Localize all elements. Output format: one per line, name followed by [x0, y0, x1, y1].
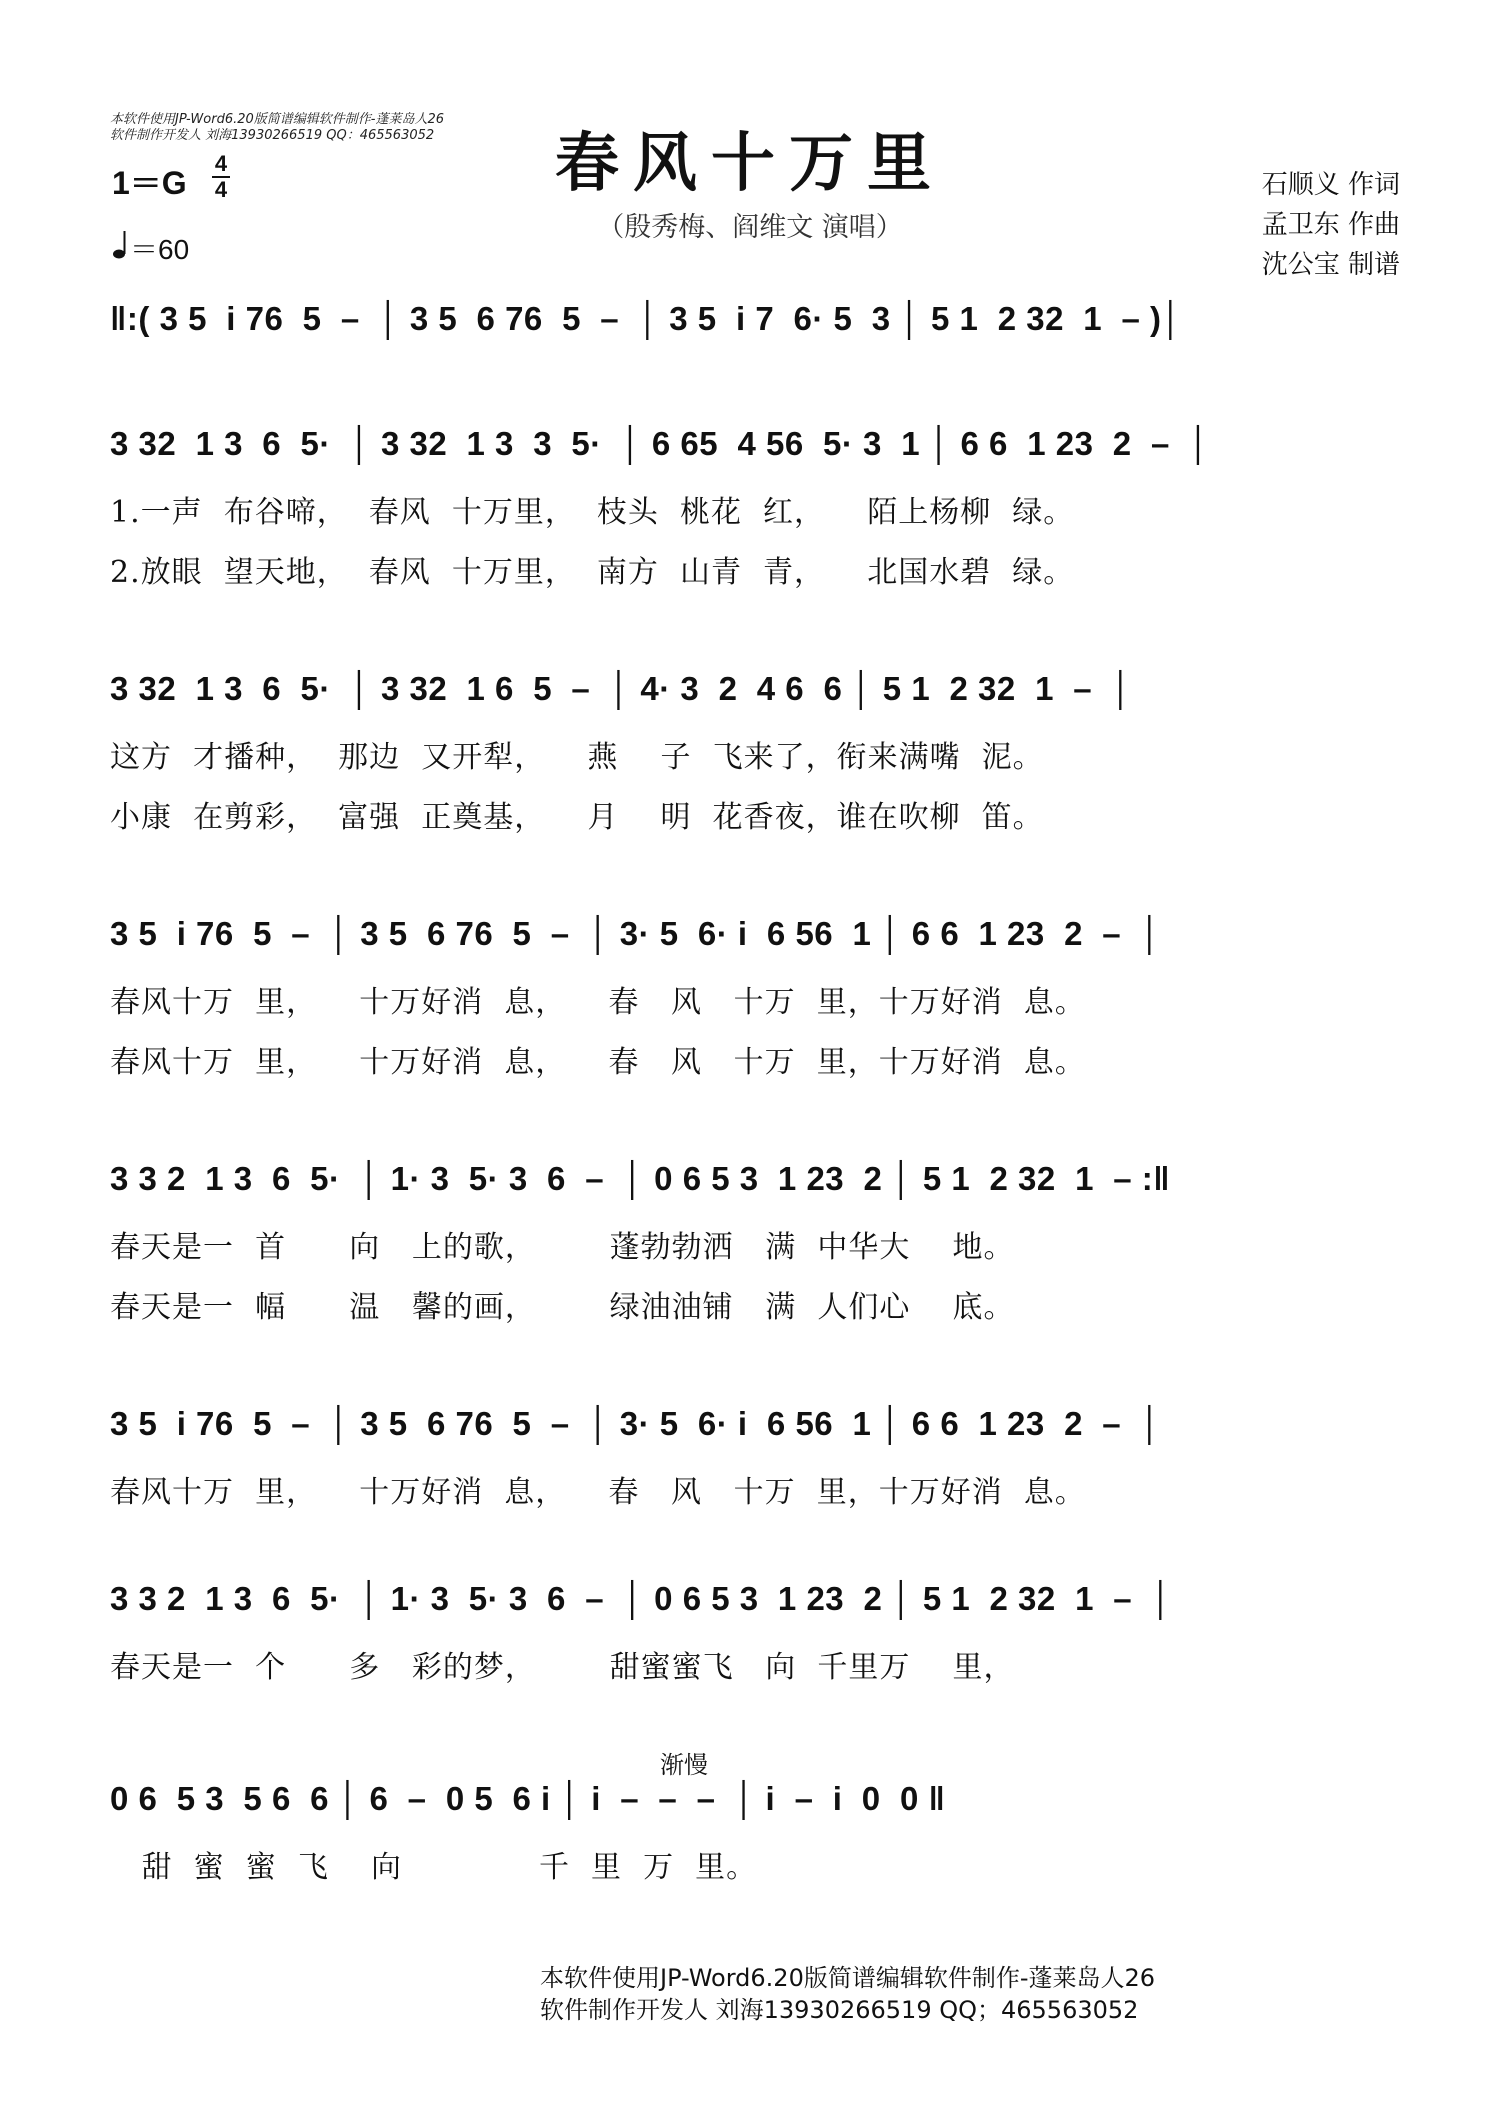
lyric-verse-1: 春天是一 首 向 上的歌， 蓬勃勃洒 满 中华大 地。	[110, 1230, 1015, 1265]
notes-line: 3 32 1 3 6 5· │ 3 32 1 6 5 – │ 4· 3 2 4 6 6 │ 5 1 2 32 1 – │	[110, 670, 1133, 707]
lyric-verse-2: 春天是一 幅 温 馨的画， 绿油油铺 满 人们心 底。	[110, 1290, 1015, 1325]
authors-block	[1262, 165, 1400, 285]
credit-top-line1: 本软件使用JP-Word6.20版简谱编辑软件制作-蓬莱岛人26	[110, 112, 445, 127]
lyric-verse-2: 小康 在剪彩， 富强 正奠基， 月 明 花香夜，谁在吹柳 笛。	[110, 800, 1044, 835]
lyric-verse-1: 春风十万 里， 十万好消 息， 春 风 十万 里，十万好消 息。	[110, 985, 1086, 1020]
notes-line: ‖:( 3 5 i 76 5 – │ 3 5 6 76 5 – │ 3 5 i 7 6· 5 3 │ 5 1 2 32 1 – )│	[110, 300, 1183, 337]
lyric-verse-2: 春风十万 里， 十万好消 息， 春 风 十万 里，十万好消 息。	[110, 1045, 1086, 1080]
notes-line: 3 5 i 76 5 – │ 3 5 6 76 5 – │ 3· 5 6· i 6 56 1 │ 6 6 1 23 2 – │	[110, 915, 1162, 952]
key-signature: 1＝G	[112, 165, 187, 201]
credit-bottom-line1: 本软件使用JP-Word6.20版简谱编辑软件制作-蓬莱岛人26	[540, 1964, 1156, 1992]
time-top: 4	[214, 151, 228, 176]
time-bottom: 4	[214, 177, 228, 202]
lyric-verse-1: 这方 才播种， 那边 又开犁， 燕 子 飞来了，衔来满嘴 泥。	[110, 740, 1044, 775]
notes-line: 0 6 5 3 5 6 6 │ 6 – 0 5 6 i │ i – – – │ i – i 0 0 ‖	[110, 1780, 946, 1817]
lyric-verse-1: 春风十万 里， 十万好消 息， 春 风 十万 里，十万好消 息。	[110, 1475, 1086, 1510]
credit-top-line2: 软件制作开发人 刘海13930266519 QQ：465563052	[110, 128, 435, 143]
lyricist: 石顺义 作词	[1261, 170, 1400, 200]
lyric-verse-1: 甜 蜜 蜜 飞 向 千 里 万 里。	[110, 1850, 758, 1885]
lyric-verse-2: 2.放眼 望天地， 春风 十万里， 南方 山青 青， 北国水碧 绿。	[110, 555, 1075, 590]
notes-line: 3 3 2 1 3 6 5· │ 1· 3 5· 3 6 – │ 0 6 5 3 1 23 2 │ 5 1 2 32 1 – :‖	[110, 1160, 1171, 1197]
song-title: 春风十万里	[555, 126, 945, 201]
time-signature	[212, 152, 230, 202]
tempo-value: ＝60	[130, 234, 190, 265]
lyric-verse-1: 春天是一 个 多 彩的梦， 甜蜜蜜飞 向 千里万 里，	[110, 1650, 1015, 1685]
arranger: 沈公宝 制谱	[1261, 250, 1400, 280]
lyric-verse-1: 1.一声 布谷啼， 春风 十万里， 枝头 桃花 红， 陌上杨柳 绿。	[110, 495, 1075, 530]
credit-bottom-line2: 软件制作开发人 刘海13930266519 QQ；465563052	[540, 1996, 1139, 2024]
notes-line: 3 32 1 3 6 5· │ 3 32 1 3 3 5· │ 6 65 4 56 5· 3 1 │ 6 6 1 23 2 – │	[110, 425, 1211, 462]
notes-line: 3 5 i 76 5 – │ 3 5 6 76 5 – │ 3· 5 6· i 6 56 1 │ 6 6 1 23 2 – │	[110, 1405, 1162, 1442]
composer: 孟卫东 作曲	[1261, 210, 1400, 240]
singers: （殷秀梅、阎维文 演唱）	[597, 212, 903, 243]
tempo-marking	[112, 228, 189, 268]
quarter-note-icon	[112, 229, 130, 266]
notes-line: 3 3 2 1 3 6 5· │ 1· 3 5· 3 6 – │ 0 6 5 3 1 23 2 │ 5 1 2 32 1 – │	[110, 1580, 1173, 1617]
software-credit-bottom	[540, 1962, 1155, 2026]
ritardando-marking: 渐慢	[660, 1751, 708, 1779]
